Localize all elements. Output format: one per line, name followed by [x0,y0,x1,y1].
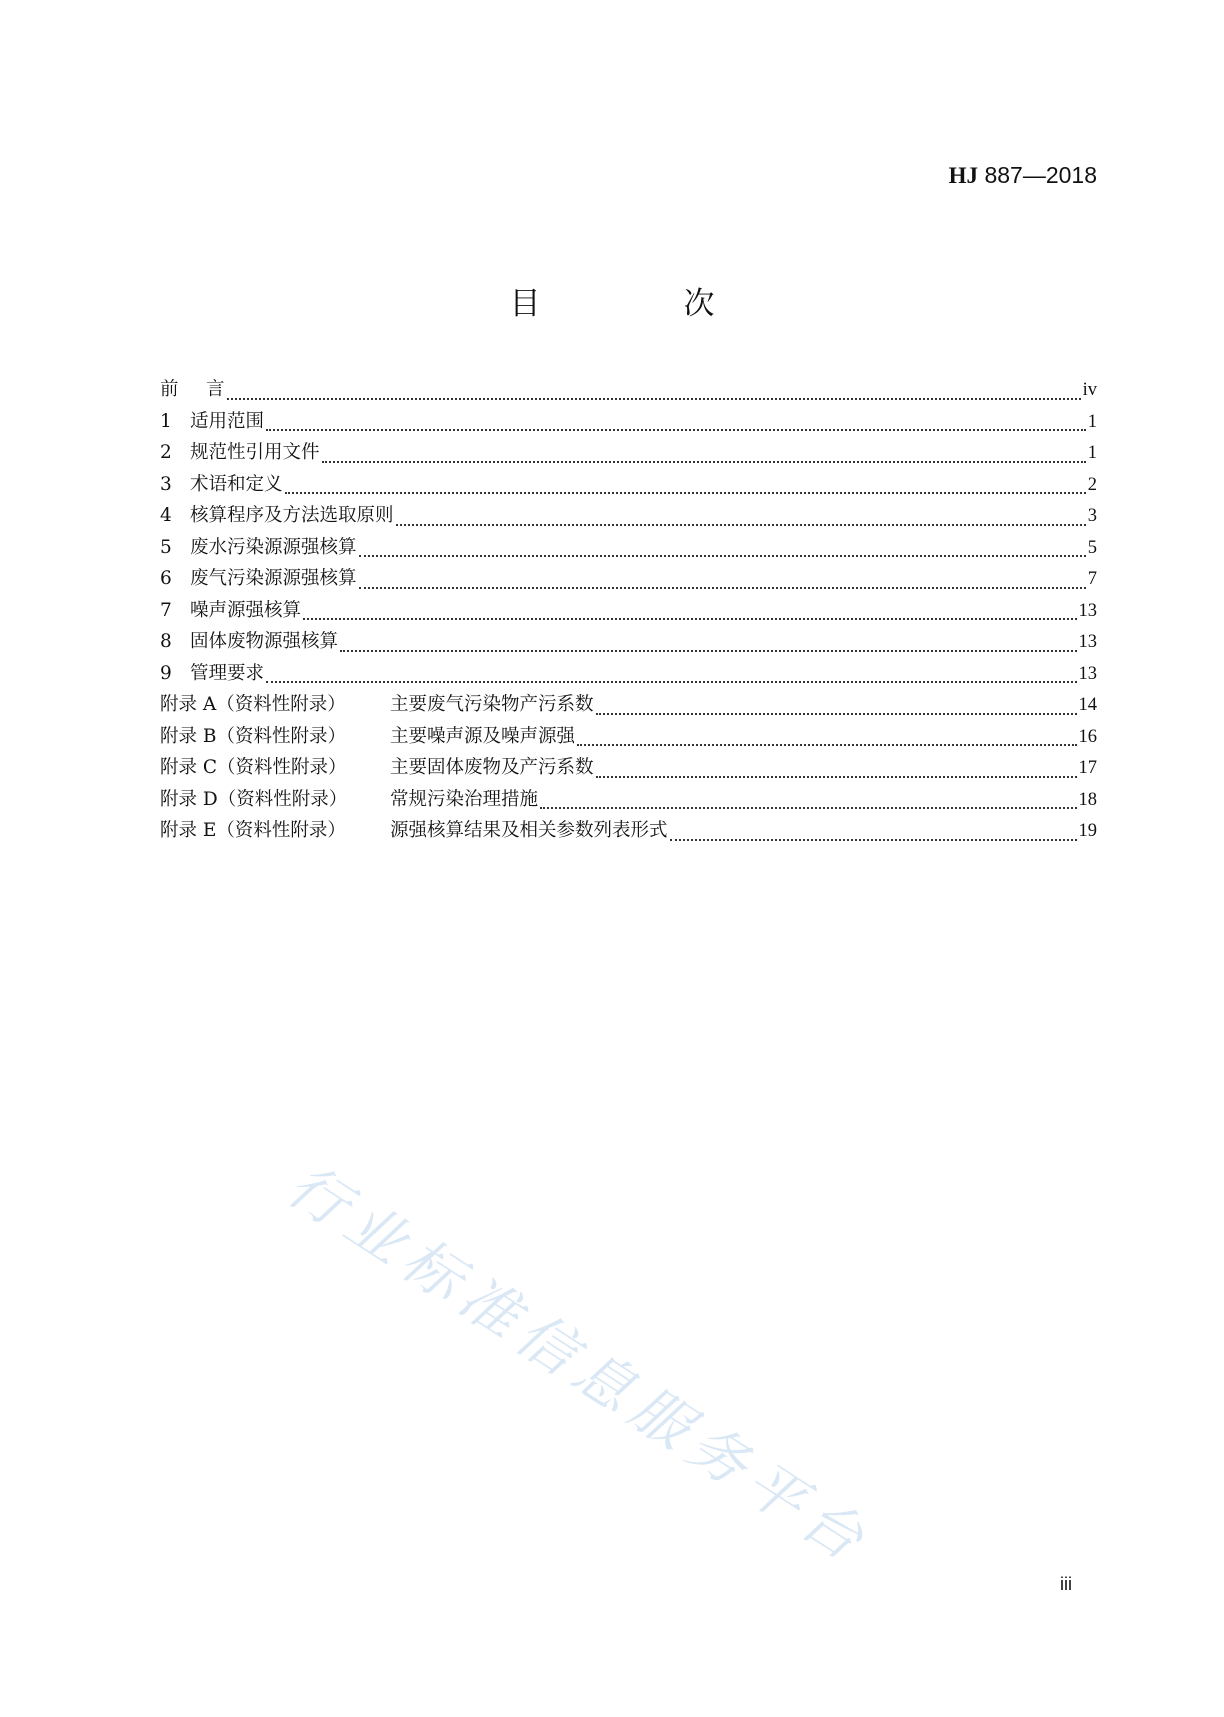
toc-page-number: iv [1082,380,1097,400]
toc-section-number: 3 [160,473,172,495]
toc-section-number: 6 [160,568,172,589]
toc-label [160,500,394,532]
toc-section-title: 废气污染源源强核算 [190,568,357,589]
dot-leader [285,492,1086,494]
preface-char-1: 前 [160,379,179,400]
dot-leader [359,555,1086,557]
toc-label [160,784,538,816]
dot-leader [303,618,1076,620]
toc-section-number: 9 [160,662,172,684]
toc-appendix-title: 主要废气污染物产污系数 [390,694,594,715]
toc-section-number: 1 [160,410,172,432]
toc-appendix-title: 常规污染治理措施 [390,788,539,810]
toc-section-title: 固体废物源强核算 [190,631,339,652]
toc-item-appendix-c[interactable] [160,752,1097,784]
dot-leader [266,429,1086,431]
toc-page-number: 7 [1087,569,1097,589]
page-number: iii [1060,1574,1072,1594]
toc-page-number: 13 [1078,632,1097,652]
dot-leader [322,461,1086,463]
toc-appendix-prefix: 附录 B（资料性附录） [160,725,346,747]
toc-item-section-8[interactable] [160,626,1097,658]
toc-page-number: 14 [1078,695,1097,715]
toc-item-appendix-d[interactable] [160,784,1097,816]
toc-section-title: 适用范围 [190,410,265,432]
toc-item-section-5[interactable] [160,532,1097,564]
toc-label [160,721,575,753]
dot-leader [540,807,1076,809]
toc-item-preface[interactable] [160,374,1097,406]
toc-label [160,469,283,501]
standard-prefix: HJ [948,163,979,188]
toc-section-title: 术语和定义 [190,473,283,495]
dot-leader [396,524,1086,526]
dot-leader [340,650,1076,652]
toc-page-number: 1 [1087,411,1097,432]
toc-section-title: 噪声源强核算 [190,599,302,621]
table-of-contents [160,374,1097,847]
toc-section-number: 7 [160,599,172,621]
toc-section-number: 4 [160,505,172,526]
dot-leader [266,681,1076,683]
dot-leader [596,776,1077,778]
toc-appendix-title: 主要固体废物及产污系数 [390,757,594,778]
toc-label [160,406,264,438]
toc-page-number: 16 [1078,726,1097,747]
toc-section-number: 2 [160,442,172,463]
toc-section-title: 规范性引用文件 [190,442,320,463]
standard-number: 887—2018 [984,162,1097,188]
toc-page-number: 2 [1087,474,1097,495]
toc-item-section-2[interactable] [160,437,1097,469]
preface-char-2: 言 [206,379,225,400]
toc-section-title: 废水污染源源强核算 [190,536,357,558]
toc-item-section-1[interactable] [160,406,1097,438]
toc-label [160,595,301,627]
toc-item-section-6[interactable] [160,563,1097,595]
toc-appendix-prefix: 附录 A（资料性附录） [160,694,346,715]
toc-page-number: 19 [1078,821,1097,841]
toc-label [160,626,338,658]
toc-page-number: 13 [1078,600,1097,621]
standard-code [949,162,1097,189]
toc-section-number: 8 [160,631,172,652]
dot-leader [227,398,1081,400]
toc-page-number: 3 [1087,506,1097,526]
toc-section-title: 管理要求 [190,662,265,684]
toc-appendix-title: 源强核算结果及相关参数列表形式 [390,820,668,841]
toc-item-section-7[interactable] [160,595,1097,627]
toc-item-appendix-e[interactable] [160,815,1097,847]
dot-leader [670,839,1077,841]
dot-leader [596,713,1077,715]
toc-appendix-prefix: 附录 C（资料性附录） [160,757,347,778]
toc-page-number: 13 [1078,663,1097,684]
toc-item-section-4[interactable] [160,500,1097,532]
toc-label [160,437,320,469]
dot-leader [359,587,1086,589]
toc-page-number: 18 [1078,789,1097,810]
toc-section-number: 5 [160,536,172,558]
dot-leader [577,744,1076,746]
toc-page-number: 17 [1078,758,1097,778]
toc-section-title: 核算程序及方法选取原则 [190,505,394,526]
toc-label [160,658,264,690]
toc-label [160,563,357,595]
toc-label [160,815,668,847]
toc-page-number: 5 [1087,537,1097,558]
toc-page-number: 1 [1087,443,1097,463]
toc-label [160,374,225,406]
toc-appendix-prefix: 附录 E（资料性附录） [160,820,346,841]
toc-label [160,752,594,784]
toc-label [160,689,594,721]
toc-appendix-title: 主要噪声源及噪声源强 [390,725,576,747]
watermark: 行业标准信息服务平台 [275,1150,884,1579]
page-title: 目 次 [509,286,771,322]
toc-appendix-prefix: 附录 D（资料性附录） [160,788,348,810]
toc-item-appendix-b[interactable] [160,721,1097,753]
toc-item-section-3[interactable] [160,469,1097,501]
toc-label [160,532,357,564]
toc-item-appendix-a[interactable] [160,689,1097,721]
toc-item-section-9[interactable] [160,658,1097,690]
